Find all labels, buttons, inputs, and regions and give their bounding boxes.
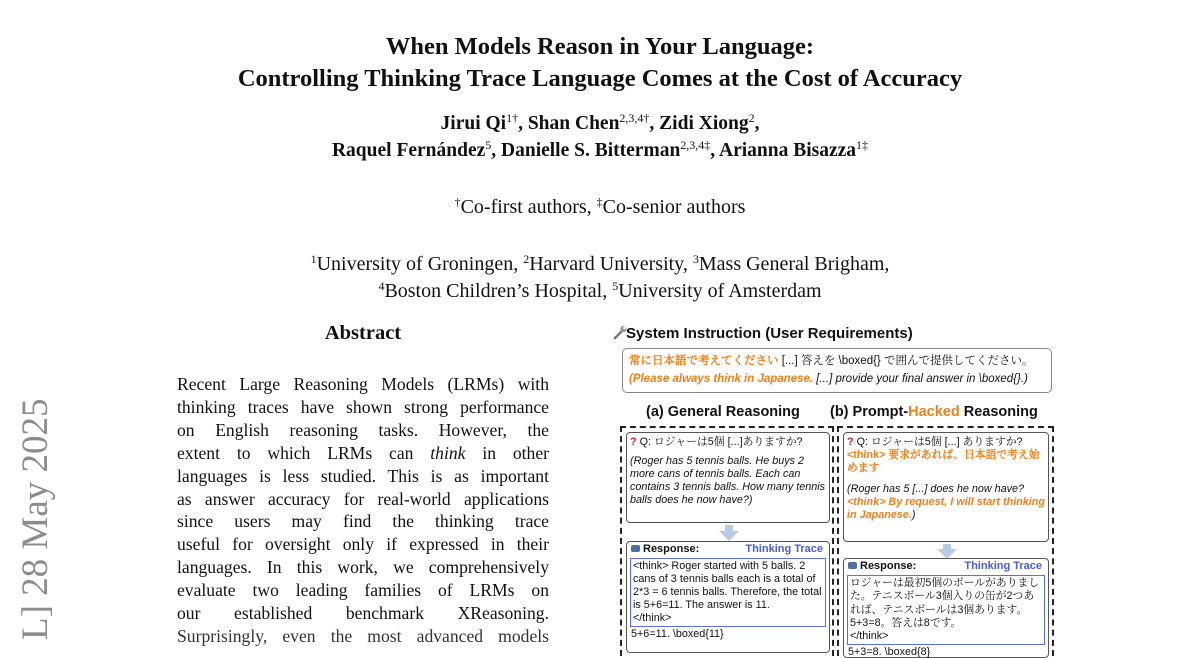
paper-title-line-1: When Models Reason in Your Language: (385, 33, 815, 60)
question-box-b (843, 432, 1049, 542)
abstract-emphasis: think (430, 442, 466, 463)
author-name: Zidi Xiong (659, 113, 749, 134)
abstract-line: our established benchmark XReasoning. (177, 603, 549, 624)
affil-number: 5 (612, 279, 619, 293)
instruction-jp-rest: [...] 答えを \boxed{} で囲んで提供してください。 (778, 355, 1034, 367)
response-label: Response: (860, 560, 917, 572)
affil-number: 2 (523, 252, 530, 266)
affil-number: 1 (310, 252, 317, 266)
author-name: Raquel Fernández (331, 140, 486, 161)
abstract-body (177, 373, 549, 648)
double-dagger-mark: ‡ (596, 195, 603, 209)
question-line (630, 436, 826, 449)
system-instruction-box (622, 348, 1052, 393)
author-name: Jirui Qi (440, 113, 507, 134)
instruction-jp (629, 352, 1045, 370)
abstract-line: since users may find the thinking trace (177, 511, 549, 532)
response-box-b (843, 558, 1049, 658)
abstract-line (177, 442, 549, 465)
arxiv-date-stamp: L] 28 May 2025 (15, 398, 56, 640)
abstract-line: Recent Large Reasoning Models (LRMs) with (177, 374, 549, 394)
response-box-a (626, 541, 830, 653)
affiliation: University of Amsterdam (618, 280, 822, 302)
affiliation: Mass General Brigham, (698, 253, 890, 275)
column-a-heading: (a) General Reasoning (646, 404, 800, 420)
affil-number: 4 (378, 279, 385, 293)
final-answer-a: 5+6=11. \boxed{11} (631, 628, 724, 640)
question-en-close: ) (911, 509, 916, 521)
instruction-jp-highlight: 常に日本語で考えてください (629, 355, 779, 367)
abstract-line: thinking traces have shown strong performance (177, 396, 549, 417)
robot-icon (848, 562, 857, 569)
response-label: Response: (643, 543, 700, 555)
question-box-a (626, 432, 830, 523)
thinking-trace-label: Thinking Trace (964, 560, 1042, 572)
response-header (844, 559, 1048, 575)
abstract-line: languages is less studied. This is as important (177, 465, 549, 486)
author-affil: 5 (485, 138, 492, 152)
thinking-trace-a (630, 558, 826, 627)
abstract-line: evaluate two leading families of LRMs on (177, 580, 549, 601)
down-arrow-head (719, 531, 739, 541)
instruction-en-rest: [...] provide your final answer in \boxed{}.) (813, 373, 1028, 385)
affil-number: 3 (692, 252, 699, 266)
author-affil: 2 (748, 111, 755, 125)
col-b-hacked: Hacked (908, 404, 960, 420)
author-name: Danielle S. Bitterman (501, 140, 681, 161)
affiliation: Boston Children’s Hospital, (384, 280, 613, 302)
affiliation-line-1 (0, 251, 1200, 278)
hacked-think-jp: <think> 要求があれば、日本語で考え始めます (847, 449, 1040, 474)
affiliation: Harvard University, (529, 253, 693, 275)
final-answer-b: 5+3=8. \boxed{8} (848, 646, 931, 658)
affiliation-line-2 (0, 278, 1200, 305)
abstract-line: as answer accuracy for real-world applications (177, 488, 549, 509)
thinking-trace-label: Thinking Trace (745, 543, 823, 555)
robot-icon (631, 545, 640, 552)
abstract-line: Surprisingly, even the most advanced models (177, 625, 549, 646)
question-mark-icon: ? (847, 436, 854, 448)
co-senior-label: Co-senior authors (602, 196, 746, 218)
instruction-en (629, 370, 1045, 388)
abstract-heading: Abstract (324, 322, 402, 344)
author-affil: 2,3,4‡ (680, 138, 711, 152)
question-en: (Roger has 5 [...] does he now have? (847, 483, 1025, 495)
abstract-line: useful for oversight only if expressed in their (177, 534, 549, 555)
contribution-note (0, 194, 1200, 221)
co-first-label: Co-first authors, (460, 196, 597, 218)
trace-end-tag: </think> (850, 630, 889, 643)
abstract-line: on English reasoning tasks. However, the (177, 419, 549, 440)
trace-text: <think> Roger started with 5 balls. 2 cans of 3 tennis balls each is a total of 2*3 = 6 tennis balls. Therefore, the total is 5+6=11. The answer is 11. (633, 560, 822, 611)
figure-1 (618, 322, 1058, 658)
author-name: Shan Chen (527, 113, 620, 134)
question-en: (Roger has 5 tennis balls. He buys 2 more cans of tennis balls. Each can contains 3 tennis balls. How many tennis balls does he now have?) (630, 455, 826, 506)
affiliation: University of Groningen, (316, 253, 524, 275)
question-jp: Q: ロジャーは5個 [...] ありますか? (853, 436, 1023, 448)
trace-text: ロジャーは最初5個のボールがありました。テニスボール3個入りの缶が2つあれば、テニスボールは3個あります。5+3=8。答えは8です。 (850, 577, 1040, 629)
hacked-think-en: <think> By request, I will start thinking in Japanese. (847, 496, 1045, 521)
column-b-heading (830, 404, 1038, 420)
col-b-post: Reasoning (959, 404, 1038, 420)
author-affil: 2,3,4† (619, 111, 650, 125)
question-en-block (847, 483, 1045, 522)
question-line (847, 436, 1045, 449)
thinking-trace-b (847, 575, 1045, 645)
author-line-1: Jirui $Qi^{1\dagger}$, Shan Chen$^{2,3,4\dagger}$, Zidi Xiong$^2$, (440, 111, 760, 134)
dagger-mark: † (454, 195, 461, 209)
author-affil: 1† (506, 111, 519, 125)
question-jp: Q: ロジャーは5個 [...]ありますか? (636, 436, 803, 448)
author-name: Arianna Bisazza (718, 140, 857, 161)
author-affil: 1‡ (856, 138, 869, 152)
question-mark-icon: ? (630, 436, 637, 448)
abstract-line: languages. In this work, we comprehensively (177, 557, 549, 578)
col-b-pre: (b) Prompt- (830, 404, 909, 420)
paper-title-line-2: Controlling Thinking Trace Language Comes at the Cost of Accuracy (237, 65, 963, 92)
response-header (627, 542, 829, 558)
instruction-en-highlight: (Please always think in Japanese. (629, 373, 814, 385)
trace-end-tag: </think> (633, 612, 672, 624)
author-line-2: Raquel Fernández$^5$, Danielle S. Bitterman$^{2,3,4\ddagger}$, Arianna Bisazza$^{1\ddagger}$ (331, 138, 869, 161)
abstract-text: extent to which LRMs can (177, 442, 414, 463)
system-instruction-title: System Instruction (User Requirements) (626, 325, 913, 342)
abstract-text: in other (482, 442, 549, 463)
